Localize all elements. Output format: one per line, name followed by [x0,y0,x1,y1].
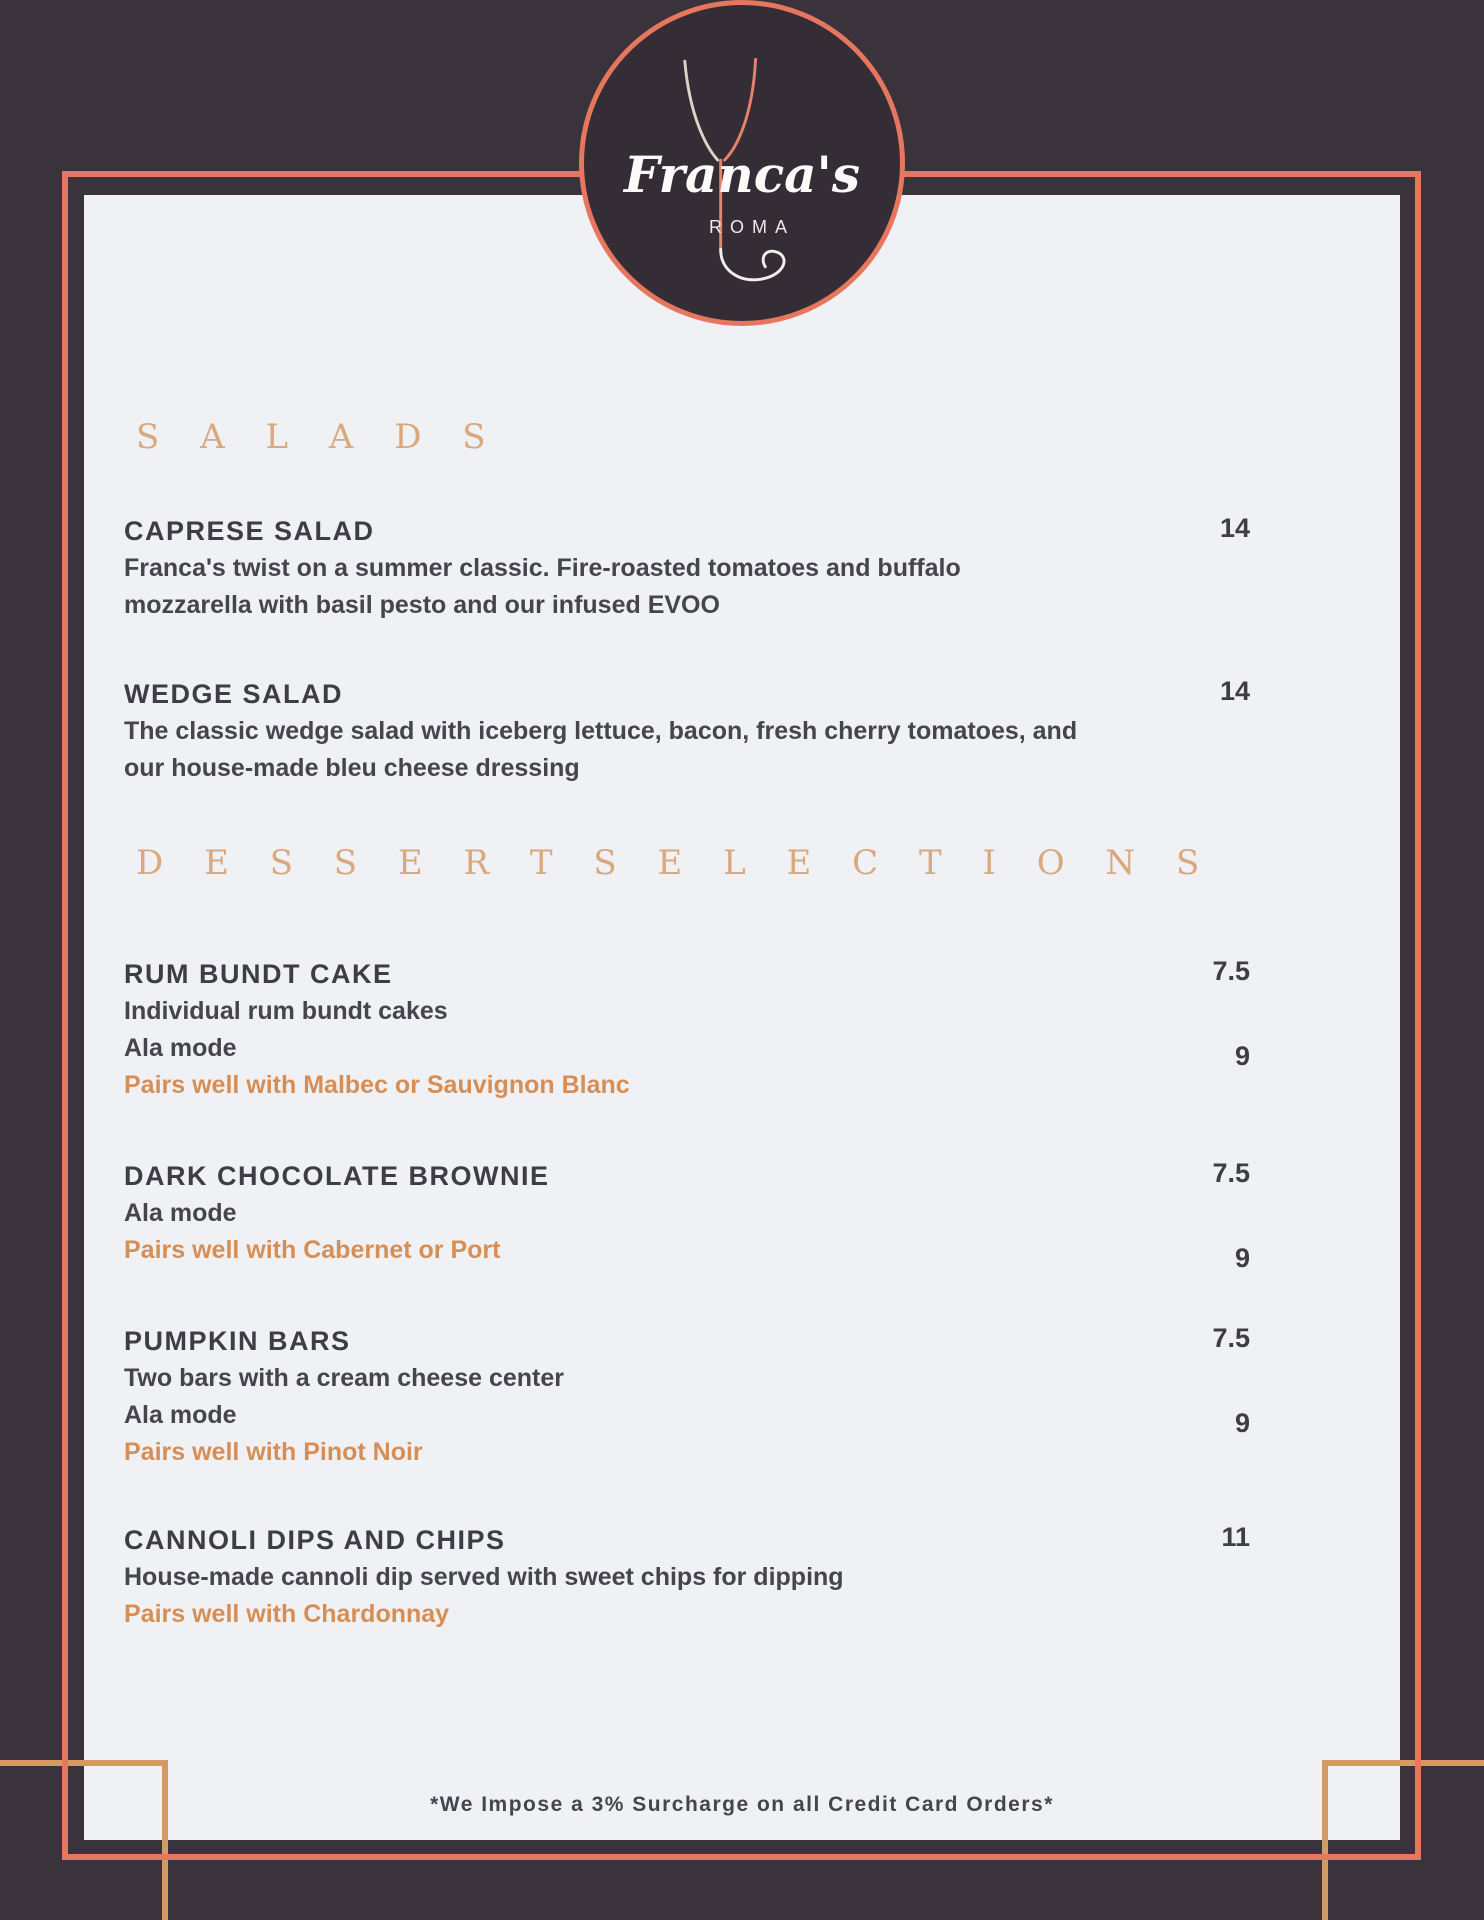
item-description-line: Ala mode [124,1401,237,1429]
item-description-line: our house-made bleu cheese dressing [124,754,580,782]
surcharge-note: *We Impose a 3% Surcharge on all Credit Card Orders* [430,1793,1054,1816]
section-header-dessert-selections: D E S S E R T S E L E C T I O N S [136,843,1215,883]
logo-subtitle: ROMA [709,217,795,237]
restaurant-logo [579,0,905,326]
item-wine-pairing: Pairs well with Malbec or Sauvignon Blanc [124,1071,630,1099]
item-name: PUMPKIN BARS [124,1326,351,1356]
item-description-line: House-made cannoli dip served with sweet chips for dipping [124,1563,844,1591]
item-price: 14 [1219,676,1250,706]
item-wine-pairing: Pairs well with Chardonnay [124,1600,450,1628]
item-description-line: The classic wedge salad with iceberg lettuce, bacon, fresh cherry tomatoes, and [124,717,1078,745]
item-price-ala-mode: 9 [1234,1041,1250,1071]
item-price-ala-mode: 9 [1234,1408,1250,1438]
logo-name: Franca's [623,145,860,204]
item-description-line: Individual rum bundt cakes [124,997,448,1025]
item-price: 7.5 [1212,1323,1250,1353]
item-description-line: Ala mode [124,1034,237,1062]
item-price: 7.5 [1212,1158,1250,1188]
item-name: CANNOLI DIPS AND CHIPS [124,1525,506,1555]
item-price: 11 [1221,1522,1250,1552]
item-wine-pairing: Pairs well with Pinot Noir [124,1438,423,1466]
item-price: 14 [1219,513,1250,543]
item-name: WEDGE SALAD [124,679,343,709]
item-name: RUM BUNDT CAKE [124,959,393,989]
item-description-line: mozzarella with basil pesto and our infused EVOO [124,591,720,619]
section-header-salads: S A L A D S [136,417,501,457]
item-price: 7.5 [1212,956,1250,986]
item-name: DARK CHOCOLATE BROWNIE [124,1161,550,1191]
item-description-line: Ala mode [124,1199,237,1227]
item-wine-pairing: Pairs well with Cabernet or Port [124,1236,501,1264]
item-description-line: Franca's twist on a summer classic. Fire-roasted tomatoes and buffalo [124,554,961,582]
item-name: CAPRESE SALAD [124,516,375,546]
item-description-line: Two bars with a cream cheese center [124,1364,565,1392]
menu-border-frame [62,171,1421,1860]
item-price-ala-mode: 9 [1234,1243,1250,1273]
